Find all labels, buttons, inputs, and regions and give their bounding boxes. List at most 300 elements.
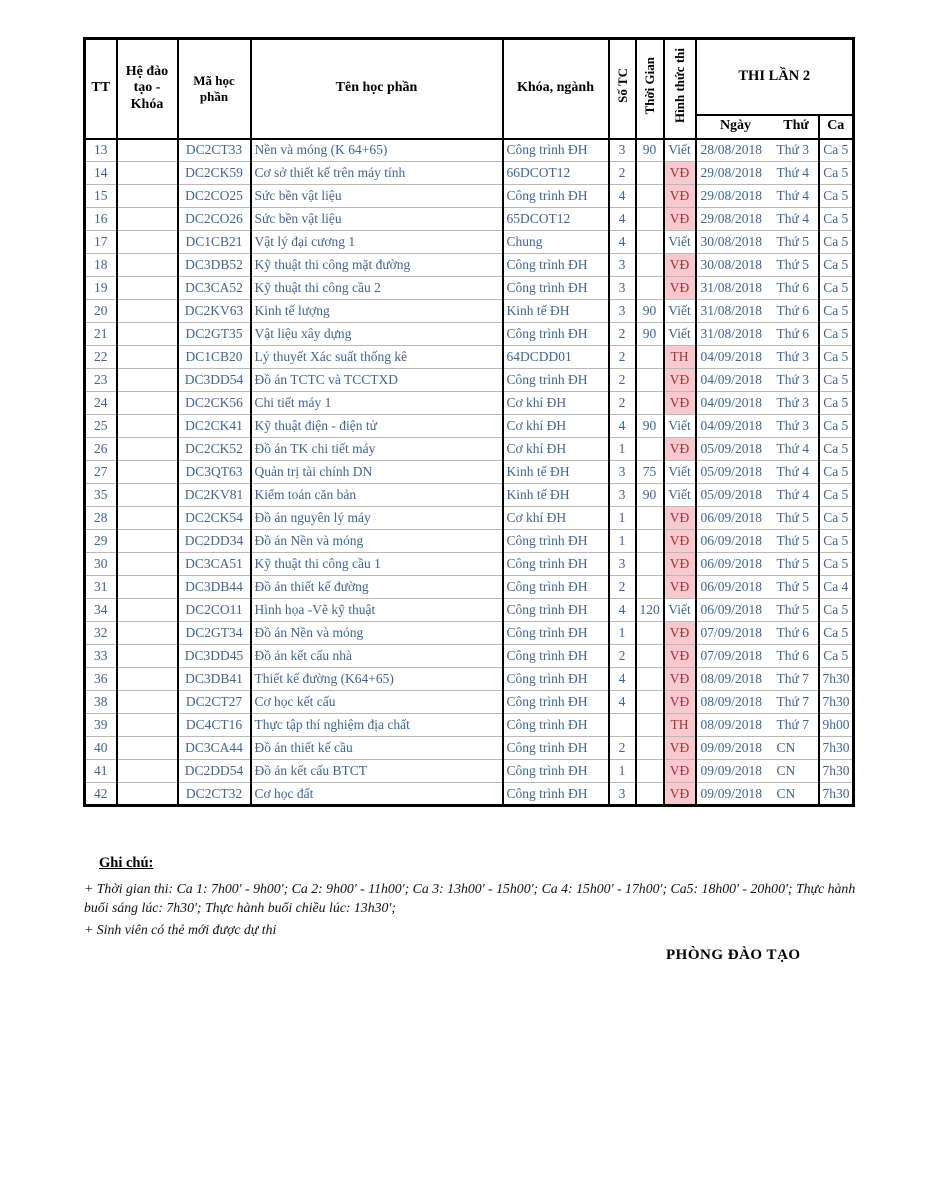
cell-ngay-thu	[696, 783, 819, 806]
exam-weekday: Thứ 5	[776, 579, 809, 594]
cell-ma-hoc-phan: DC3QT63	[178, 461, 251, 484]
cell-ca: Ca 5	[819, 323, 854, 346]
cell-ten-hoc-phan: Thực tập thí nghiệm địa chất	[251, 714, 503, 737]
cell-ten-hoc-phan: Kỹ thuật thi công cầu 1	[251, 553, 503, 576]
exam-weekday: Thứ 4	[776, 211, 809, 226]
cell-tt: 15	[85, 185, 117, 208]
cell-ngay-thu	[696, 760, 819, 783]
cell-tt: 36	[85, 668, 117, 691]
cell-ca: Ca 5	[819, 185, 854, 208]
cell-ca: Ca 5	[819, 461, 854, 484]
cell-ma-hoc-phan: DC4CT16	[178, 714, 251, 737]
cell-ten-hoc-phan: Vật lý đại cương 1	[251, 231, 503, 254]
cell-ten-hoc-phan: Kỹ thuật thi công mặt đường	[251, 254, 503, 277]
cell-tt: 26	[85, 438, 117, 461]
exam-date: 08/09/2018	[700, 671, 763, 686]
cell-he-dao-tao-khoa	[117, 254, 178, 277]
cell-ma-hoc-phan: DC1CB21	[178, 231, 251, 254]
cell-ngay-thu	[696, 162, 819, 185]
col-header-so-tc	[609, 39, 636, 139]
cell-he-dao-tao-khoa	[117, 346, 178, 369]
cell-so-tc: 3	[609, 484, 636, 507]
cell-tt: 24	[85, 392, 117, 415]
cell-tt: 22	[85, 346, 117, 369]
cell-ca: Ca 5	[819, 277, 854, 300]
cell-so-tc: 2	[609, 346, 636, 369]
cell-tt: 33	[85, 645, 117, 668]
exam-date: 04/09/2018	[700, 372, 763, 387]
cell-ten-hoc-phan: Đồ án nguyên lý máy	[251, 507, 503, 530]
exam-weekday: Thứ 7	[776, 717, 809, 732]
exam-date: 09/09/2018	[700, 763, 763, 778]
cell-so-tc: 3	[609, 783, 636, 806]
cell-ten-hoc-phan: Lý thuyết Xác suất thống kê	[251, 346, 503, 369]
cell-ca: Ca 5	[819, 553, 854, 576]
cell-khoa-nganh: Kinh tế ĐH	[503, 484, 609, 507]
cell-so-tc: 1	[609, 438, 636, 461]
table-row	[85, 668, 854, 691]
table-row	[85, 714, 854, 737]
cell-thoi-gian	[636, 162, 664, 185]
note-student-card: + Sinh viên có thẻ mới được dự thi	[84, 922, 277, 937]
cell-ma-hoc-phan: DC2CK41	[178, 415, 251, 438]
cell-ca: Ca 5	[819, 530, 854, 553]
cell-hinh-thuc-thi: VĐ	[664, 392, 696, 415]
cell-hinh-thuc-thi: VĐ	[664, 645, 696, 668]
notes-title: Ghi chú:	[99, 855, 154, 871]
cell-he-dao-tao-khoa	[117, 484, 178, 507]
cell-tt: 23	[85, 369, 117, 392]
cell-he-dao-tao-khoa	[117, 530, 178, 553]
cell-ngay-thu	[696, 668, 819, 691]
table-row	[85, 277, 854, 300]
cell-khoa-nganh: Công trình ĐH	[503, 645, 609, 668]
cell-tt: 27	[85, 461, 117, 484]
cell-khoa-nganh: Công trình ĐH	[503, 277, 609, 300]
exam-date: 04/09/2018	[700, 349, 763, 364]
cell-so-tc: 3	[609, 277, 636, 300]
exam-weekday: Thứ 4	[776, 165, 809, 180]
cell-khoa-nganh: Công trình ĐH	[503, 760, 609, 783]
cell-hinh-thuc-thi: VĐ	[664, 760, 696, 783]
cell-ngay-thu	[696, 484, 819, 507]
cell-tt: 25	[85, 415, 117, 438]
cell-ca: 9h00	[819, 714, 854, 737]
cell-so-tc: 1	[609, 530, 636, 553]
cell-tt: 19	[85, 277, 117, 300]
exam-date: 31/08/2018	[700, 280, 763, 295]
exam-weekday: Thứ 6	[776, 326, 809, 341]
exam-date: 06/09/2018	[700, 510, 763, 525]
cell-so-tc: 2	[609, 392, 636, 415]
cell-ca: Ca 5	[819, 139, 854, 162]
cell-thoi-gian	[636, 185, 664, 208]
cell-ca: Ca 5	[819, 162, 854, 185]
exam-date: 30/08/2018	[700, 234, 763, 249]
cell-so-tc: 3	[609, 553, 636, 576]
exam-weekday: Thứ 7	[776, 671, 809, 686]
cell-so-tc: 2	[609, 737, 636, 760]
cell-thoi-gian	[636, 668, 664, 691]
cell-he-dao-tao-khoa	[117, 622, 178, 645]
exam-date: 06/09/2018	[700, 579, 763, 594]
cell-so-tc: 2	[609, 369, 636, 392]
cell-khoa-nganh: 64DCDD01	[503, 346, 609, 369]
cell-tt: 30	[85, 553, 117, 576]
cell-so-tc: 4	[609, 668, 636, 691]
cell-thoi-gian	[636, 737, 664, 760]
cell-ten-hoc-phan: Cơ học đất	[251, 783, 503, 806]
cell-ca: Ca 5	[819, 484, 854, 507]
cell-he-dao-tao-khoa	[117, 668, 178, 691]
cell-thoi-gian	[636, 714, 664, 737]
cell-ngay-thu	[696, 323, 819, 346]
thoi-gian-vertical-label: Thời Gian	[642, 57, 657, 115]
table-row	[85, 346, 854, 369]
cell-ten-hoc-phan: Sức bền vật liệu	[251, 208, 503, 231]
cell-ma-hoc-phan: DC2DD34	[178, 530, 251, 553]
cell-he-dao-tao-khoa	[117, 645, 178, 668]
cell-ngay-thu	[696, 691, 819, 714]
exam-weekday: Thứ 4	[776, 464, 809, 479]
cell-thoi-gian: 90	[636, 415, 664, 438]
cell-ngay-thu	[696, 507, 819, 530]
cell-ma-hoc-phan: DC3DB52	[178, 254, 251, 277]
cell-ten-hoc-phan: Kỹ thuật thi công cầu 2	[251, 277, 503, 300]
table-row	[85, 323, 854, 346]
cell-he-dao-tao-khoa	[117, 277, 178, 300]
cell-ngay-thu	[696, 277, 819, 300]
cell-thoi-gian: 120	[636, 599, 664, 622]
cell-ten-hoc-phan: Nền và móng (K 64+65)	[251, 139, 503, 162]
cell-ten-hoc-phan: Đồ án Nền và móng	[251, 530, 503, 553]
exam-date: 28/08/2018	[700, 142, 763, 158]
cell-tt: 20	[85, 300, 117, 323]
cell-ca: Ca 5	[819, 392, 854, 415]
cell-he-dao-tao-khoa	[117, 760, 178, 783]
exam-weekday: Thứ 5	[776, 510, 809, 525]
cell-ngay-thu	[696, 553, 819, 576]
exam-weekday: CN	[776, 763, 796, 778]
cell-ten-hoc-phan: Kiểm toán căn bản	[251, 484, 503, 507]
cell-ca: Ca 5	[819, 645, 854, 668]
col-header-ngay-thu	[696, 115, 819, 139]
cell-he-dao-tao-khoa	[117, 438, 178, 461]
cell-khoa-nganh: 65DCOT12	[503, 208, 609, 231]
cell-tt: 21	[85, 323, 117, 346]
exam-date: 08/09/2018	[700, 717, 763, 732]
table-row	[85, 599, 854, 622]
cell-ma-hoc-phan: DC3CA51	[178, 553, 251, 576]
cell-ngay-thu	[696, 254, 819, 277]
cell-ma-hoc-phan: DC2CT33	[178, 139, 251, 162]
table-row	[85, 783, 854, 806]
cell-so-tc: 3	[609, 300, 636, 323]
cell-he-dao-tao-khoa	[117, 185, 178, 208]
table-row	[85, 139, 854, 162]
cell-so-tc: 2	[609, 323, 636, 346]
cell-ngay-thu	[696, 461, 819, 484]
cell-ma-hoc-phan: DC2KV63	[178, 300, 251, 323]
exam-date: 08/09/2018	[700, 694, 763, 709]
cell-khoa-nganh: Công trình ĐH	[503, 668, 609, 691]
cell-khoa-nganh: Chung	[503, 231, 609, 254]
table-row	[85, 162, 854, 185]
col-header-thi-lan-2: THI LẦN 2	[696, 39, 854, 115]
cell-ma-hoc-phan: DC2CK54	[178, 507, 251, 530]
cell-ma-hoc-phan: DC1CB20	[178, 346, 251, 369]
cell-tt: 13	[85, 139, 117, 162]
cell-he-dao-tao-khoa	[117, 231, 178, 254]
cell-so-tc: 3	[609, 254, 636, 277]
cell-he-dao-tao-khoa	[117, 300, 178, 323]
cell-hinh-thuc-thi: VĐ	[664, 783, 696, 806]
cell-ca: Ca 5	[819, 622, 854, 645]
cell-ngay-thu	[696, 231, 819, 254]
cell-he-dao-tao-khoa	[117, 323, 178, 346]
cell-thoi-gian	[636, 576, 664, 599]
cell-thoi-gian: 75	[636, 461, 664, 484]
cell-khoa-nganh: Cơ khí ĐH	[503, 415, 609, 438]
cell-ca: Ca 5	[819, 300, 854, 323]
cell-ngay-thu	[696, 300, 819, 323]
cell-khoa-nganh: Công trình ĐH	[503, 622, 609, 645]
cell-thoi-gian: 90	[636, 139, 664, 162]
exam-weekday: CN	[776, 740, 796, 755]
cell-khoa-nganh: Kinh tế ĐH	[503, 461, 609, 484]
cell-ca: Ca 5	[819, 438, 854, 461]
cell-ngay-thu	[696, 392, 819, 415]
cell-so-tc: 3	[609, 461, 636, 484]
cell-hinh-thuc-thi: Viết	[664, 139, 696, 162]
exam-date: 07/09/2018	[700, 625, 763, 640]
exam-weekday: Thứ 3	[776, 395, 809, 410]
cell-ma-hoc-phan: DC3DB41	[178, 668, 251, 691]
cell-ma-hoc-phan: DC2CK52	[178, 438, 251, 461]
cell-thoi-gian	[636, 783, 664, 806]
table-row	[85, 461, 854, 484]
cell-he-dao-tao-khoa	[117, 714, 178, 737]
cell-khoa-nganh: Công trình ĐH	[503, 737, 609, 760]
cell-he-dao-tao-khoa	[117, 162, 178, 185]
cell-so-tc: 2	[609, 162, 636, 185]
cell-ngay-thu	[696, 714, 819, 737]
cell-so-tc: 1	[609, 622, 636, 645]
cell-thoi-gian	[636, 622, 664, 645]
cell-ma-hoc-phan: DC2GT34	[178, 622, 251, 645]
cell-thoi-gian	[636, 507, 664, 530]
cell-tt: 35	[85, 484, 117, 507]
cell-ngay-thu	[696, 185, 819, 208]
cell-ngay-thu	[696, 415, 819, 438]
cell-ten-hoc-phan: Đồ án Nền và móng	[251, 622, 503, 645]
cell-thoi-gian: 90	[636, 300, 664, 323]
table-row	[85, 185, 854, 208]
cell-hinh-thuc-thi: VĐ	[664, 162, 696, 185]
cell-ngay-thu	[696, 622, 819, 645]
table-row	[85, 691, 854, 714]
col-header-tt: TT	[85, 39, 117, 139]
cell-ma-hoc-phan: DC3CA52	[178, 277, 251, 300]
cell-ten-hoc-phan: Vật liệu xây dựng	[251, 323, 503, 346]
hinh-thuc-thi-vertical-label: Hình thức thi	[672, 48, 687, 124]
table-body	[85, 139, 854, 806]
cell-thoi-gian	[636, 553, 664, 576]
cell-tt: 32	[85, 622, 117, 645]
cell-he-dao-tao-khoa	[117, 461, 178, 484]
cell-ca: 7h30	[819, 783, 854, 806]
cell-khoa-nganh: Công trình ĐH	[503, 599, 609, 622]
exam-date: 30/08/2018	[700, 257, 763, 272]
cell-ma-hoc-phan: DC2CO26	[178, 208, 251, 231]
cell-ca: 7h30	[819, 691, 854, 714]
cell-hinh-thuc-thi: Viết	[664, 599, 696, 622]
cell-hinh-thuc-thi: VĐ	[664, 277, 696, 300]
exam-date: 09/09/2018	[700, 740, 763, 755]
cell-ca: Ca 4	[819, 576, 854, 599]
cell-ngay-thu	[696, 737, 819, 760]
col-header-thoi-gian	[636, 39, 664, 139]
note-exam-times: + Thời gian thi: Ca 1: 7h00' - 9h00'; Ca 2: 9h00' - 11h00'; Ca 3: 13h00' - 15h00'; Ca 4: 15h00' - 17h00'; Ca5: 18h00' - 20h00'; Thực hành buổi sáng lúc: 7h30'; Thực hành buổi chiều lúc: 13h30';	[84, 881, 856, 915]
header-row-main	[85, 39, 854, 115]
exam-date: 29/08/2018	[700, 211, 763, 226]
cell-thoi-gian: 90	[636, 323, 664, 346]
cell-he-dao-tao-khoa	[117, 553, 178, 576]
exam-date: 29/08/2018	[700, 165, 763, 180]
table-row	[85, 484, 854, 507]
cell-khoa-nganh: Công trình ĐH	[503, 553, 609, 576]
col-header-ca: Ca	[819, 115, 854, 139]
exam-weekday: CN	[776, 785, 796, 801]
cell-ngay-thu	[696, 369, 819, 392]
table-row	[85, 208, 854, 231]
cell-ca: Ca 5	[819, 254, 854, 277]
ngay-label: Ngày	[719, 118, 752, 134]
table-row	[85, 369, 854, 392]
exam-date: 07/09/2018	[700, 648, 763, 663]
table-row	[85, 760, 854, 783]
exam-weekday: Thứ 6	[776, 303, 809, 318]
cell-ten-hoc-phan: Đồ án TCTC và TCCTXD	[251, 369, 503, 392]
cell-he-dao-tao-khoa	[117, 507, 178, 530]
table-row	[85, 254, 854, 277]
col-header-hinh-thuc-thi	[664, 39, 696, 139]
cell-tt: 38	[85, 691, 117, 714]
cell-ca: 7h30	[819, 737, 854, 760]
cell-so-tc: 4	[609, 415, 636, 438]
exam-weekday: Thứ 5	[776, 602, 809, 617]
cell-ca: Ca 5	[819, 231, 854, 254]
exam-date: 09/09/2018	[700, 785, 763, 801]
cell-hinh-thuc-thi: VĐ	[664, 737, 696, 760]
exam-weekday: Thứ 5	[776, 556, 809, 571]
table-row	[85, 392, 854, 415]
cell-so-tc: 4	[609, 208, 636, 231]
exam-date: 31/08/2018	[700, 326, 763, 341]
cell-he-dao-tao-khoa	[117, 576, 178, 599]
cell-ma-hoc-phan: DC2CK56	[178, 392, 251, 415]
cell-ca: Ca 5	[819, 507, 854, 530]
exam-date: 04/09/2018	[700, 418, 763, 433]
cell-ma-hoc-phan: DC3DB44	[178, 576, 251, 599]
cell-khoa-nganh: Kinh tế ĐH	[503, 300, 609, 323]
exam-weekday: Thứ 3	[776, 418, 809, 433]
cell-hinh-thuc-thi: Viết	[664, 323, 696, 346]
cell-ten-hoc-phan: Đồ án TK chi tiết máy	[251, 438, 503, 461]
cell-khoa-nganh: Cơ khí ĐH	[503, 392, 609, 415]
cell-ma-hoc-phan: DC2CT27	[178, 691, 251, 714]
cell-so-tc	[609, 714, 636, 737]
cell-ma-hoc-phan: DC2CO25	[178, 185, 251, 208]
cell-khoa-nganh: Công trình ĐH	[503, 691, 609, 714]
cell-hinh-thuc-thi: Viết	[664, 415, 696, 438]
cell-ma-hoc-phan: DC3CA44	[178, 737, 251, 760]
so-tc-vertical-label: Số TC	[614, 68, 630, 104]
cell-ten-hoc-phan: Hình họa -Vẽ kỹ thuật	[251, 599, 503, 622]
cell-so-tc: 4	[609, 599, 636, 622]
cell-so-tc: 1	[609, 760, 636, 783]
cell-tt: 31	[85, 576, 117, 599]
cell-hinh-thuc-thi: VĐ	[664, 507, 696, 530]
cell-tt: 17	[85, 231, 117, 254]
cell-ten-hoc-phan: Kinh tế lượng	[251, 300, 503, 323]
cell-he-dao-tao-khoa	[117, 599, 178, 622]
cell-thoi-gian	[636, 208, 664, 231]
cell-hinh-thuc-thi: VĐ	[664, 208, 696, 231]
cell-hinh-thuc-thi: TH	[664, 346, 696, 369]
exam-weekday: Thứ 5	[776, 257, 809, 272]
cell-thoi-gian	[636, 645, 664, 668]
exam-date: 05/09/2018	[700, 464, 763, 479]
cell-ca: 7h30	[819, 760, 854, 783]
exam-date: 29/08/2018	[700, 188, 763, 203]
table-row	[85, 300, 854, 323]
cell-he-dao-tao-khoa	[117, 737, 178, 760]
cell-tt: 14	[85, 162, 117, 185]
cell-thoi-gian	[636, 369, 664, 392]
exam-weekday: Thứ 3	[776, 142, 809, 158]
cell-thoi-gian	[636, 438, 664, 461]
cell-khoa-nganh: Công trình ĐH	[503, 783, 609, 806]
cell-so-tc: 2	[609, 645, 636, 668]
exam-date: 31/08/2018	[700, 303, 763, 318]
exam-date: 04/09/2018	[700, 395, 763, 410]
exam-weekday: Thứ 6	[776, 280, 809, 295]
cell-khoa-nganh: 66DCOT12	[503, 162, 609, 185]
cell-ma-hoc-phan: DC3DD54	[178, 369, 251, 392]
table-row	[85, 576, 854, 599]
cell-ma-hoc-phan: DC2GT35	[178, 323, 251, 346]
cell-khoa-nganh: Công trình ĐH	[503, 323, 609, 346]
cell-tt: 29	[85, 530, 117, 553]
cell-so-tc: 3	[609, 139, 636, 162]
cell-tt: 34	[85, 599, 117, 622]
cell-hinh-thuc-thi: VĐ	[664, 254, 696, 277]
cell-thoi-gian: 90	[636, 484, 664, 507]
cell-hinh-thuc-thi: VĐ	[664, 438, 696, 461]
cell-thoi-gian	[636, 760, 664, 783]
cell-hinh-thuc-thi: Viết	[664, 484, 696, 507]
cell-hinh-thuc-thi: VĐ	[664, 622, 696, 645]
cell-ten-hoc-phan: Thiết kế đường (K64+65)	[251, 668, 503, 691]
cell-tt: 40	[85, 737, 117, 760]
table-row	[85, 507, 854, 530]
cell-ngay-thu	[696, 599, 819, 622]
cell-hinh-thuc-thi: Viết	[664, 231, 696, 254]
col-header-he-dao-tao-khoa: Hệ đào tạo - Khóa	[117, 39, 178, 139]
cell-ten-hoc-phan: Đồ án thiết kế cầu	[251, 737, 503, 760]
cell-thoi-gian	[636, 530, 664, 553]
